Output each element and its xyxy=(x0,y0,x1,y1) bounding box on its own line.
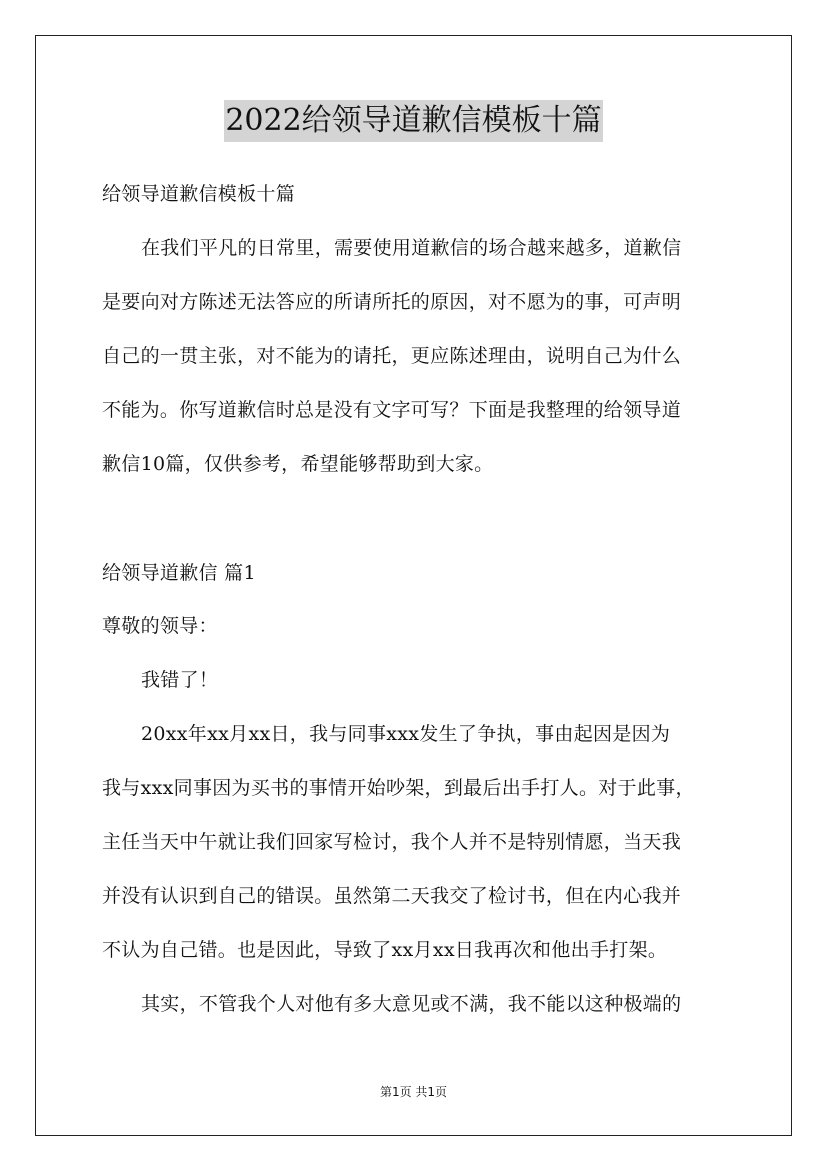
intro-line-5: 歉信10篇，仅供参考，希望能够帮助到大家。 xyxy=(102,453,494,475)
page-footer: 第1页 共1页 xyxy=(379,1085,448,1099)
apology-line: 我错了！ xyxy=(141,669,219,691)
body-line-1: 20xx年xx月xx日，我与同事xxx发生了争执，事由起因是因为 xyxy=(141,723,671,745)
document-subtitle: 给领导道歉信模板十篇 xyxy=(102,183,296,205)
intro-line-4: 不能为。你写道歉信时总是没有文字可写？下面是我整理的给领导道 xyxy=(102,399,682,421)
body-line-3: 主任当天中午就让我们回家写检讨，我个人并不是特别情愿，当天我 xyxy=(102,831,682,853)
salutation: 尊敬的领导： xyxy=(102,615,218,637)
body-line-2: 我与xxx同事因为买书的事情开始吵架，到最后出手打人。对于此事， xyxy=(102,777,695,799)
body-line-4: 并没有认识到自己的错误。虽然第二天我交了检讨书，但在内心我并 xyxy=(102,885,682,907)
intro-line-1: 在我们平凡的日常里，需要使用道歉信的场合越来越多，道歉信 xyxy=(141,237,682,259)
document-title: 2022给领导道歉信模板十篇 xyxy=(224,100,602,142)
body-line-5: 不认为自己错。也是因此，导致了xx月xx日我再次和他出手打架。 xyxy=(102,939,668,961)
body-line-6: 其实，不管我个人对他有多大意见或不满，我不能以这种极端的 xyxy=(141,993,682,1015)
intro-line-2: 是要向对方陈述无法答应的所请所托的原因，对不愿为的事，可声明 xyxy=(102,291,682,313)
title-container xyxy=(0,100,827,142)
intro-line-3: 自己的一贯主张，对不能为的请托，更应陈述理由，说明自己为什么 xyxy=(102,345,682,367)
section-heading: 给领导道歉信 篇1 xyxy=(102,562,256,584)
